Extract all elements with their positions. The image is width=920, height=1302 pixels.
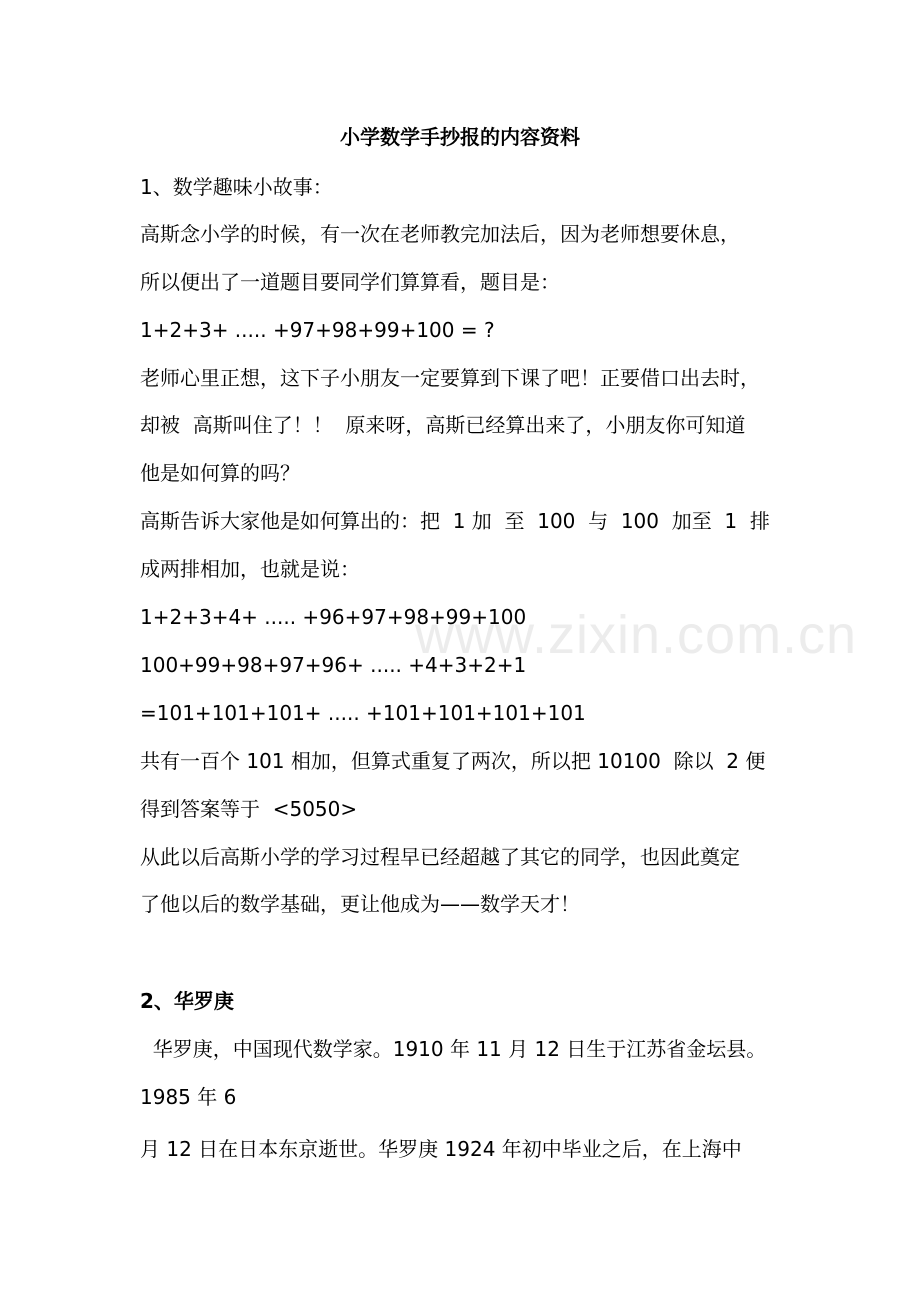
section-2-heading: 2、华罗庚 — [140, 989, 234, 1013]
math-expression: 100+99+98+97+96+ ..... +4+3+2+1 — [140, 653, 527, 677]
story-line: 所以便出了一道题目要同学们算算看，题目是： — [140, 270, 560, 294]
story-line: 共有一百个 101 相加，但算式重复了两次，所以把 10100 除以 2 便 — [140, 749, 766, 773]
bio-line: 华罗庚，中国现代数学家。1910 年 11 月 12 日生于江苏省金坛县。 — [140, 1037, 767, 1061]
bio-line: 月 12 日在日本东京逝世。华罗庚 1924 年初中毕业之后，在上海中 — [140, 1137, 742, 1161]
story-line: 了他以后的数学基础，更让他成为——数学天才！ — [140, 892, 580, 916]
watermark: www.zixin.com.cn — [415, 605, 858, 665]
story-line: 他是如何算的吗？ — [140, 461, 300, 485]
section-1-heading: 1、数学趣味小故事： — [140, 175, 333, 199]
math-expression: 1+2+3+ ..... +97+98+99+100 = ? — [140, 318, 495, 342]
story-line: 得到答案等于 <5050> — [140, 797, 358, 821]
math-expression: =101+101+101+ ..... +101+101+101+101 — [140, 701, 586, 725]
bio-line: 1985 年 6 — [140, 1085, 237, 1109]
story-line: 高斯念小学的时候，有一次在老师教完加法后，因为老师想要休息， — [140, 222, 740, 246]
story-line: 老师心里正想，这下子小朋友一定要算到下课了吧！正要借口出去时， — [140, 366, 760, 390]
document-title: 小学数学手抄报的内容资料 — [340, 125, 580, 149]
story-line: 却被 高斯叫住了！！ 原来呀，高斯已经算出来了，小朋友你可知道 — [140, 413, 746, 437]
story-line: 从此以后高斯小学的学习过程早已经超越了其它的同学，也因此奠定 — [140, 845, 740, 869]
math-expression: 1+2+3+4+ ..... +96+97+98+99+100 — [140, 605, 527, 629]
story-line: 高斯告诉大家他是如何算出的：把 1 加 至 100 与 100 加至 1 排 — [140, 509, 770, 533]
story-line: 成两排相加，也就是说： — [140, 557, 360, 581]
